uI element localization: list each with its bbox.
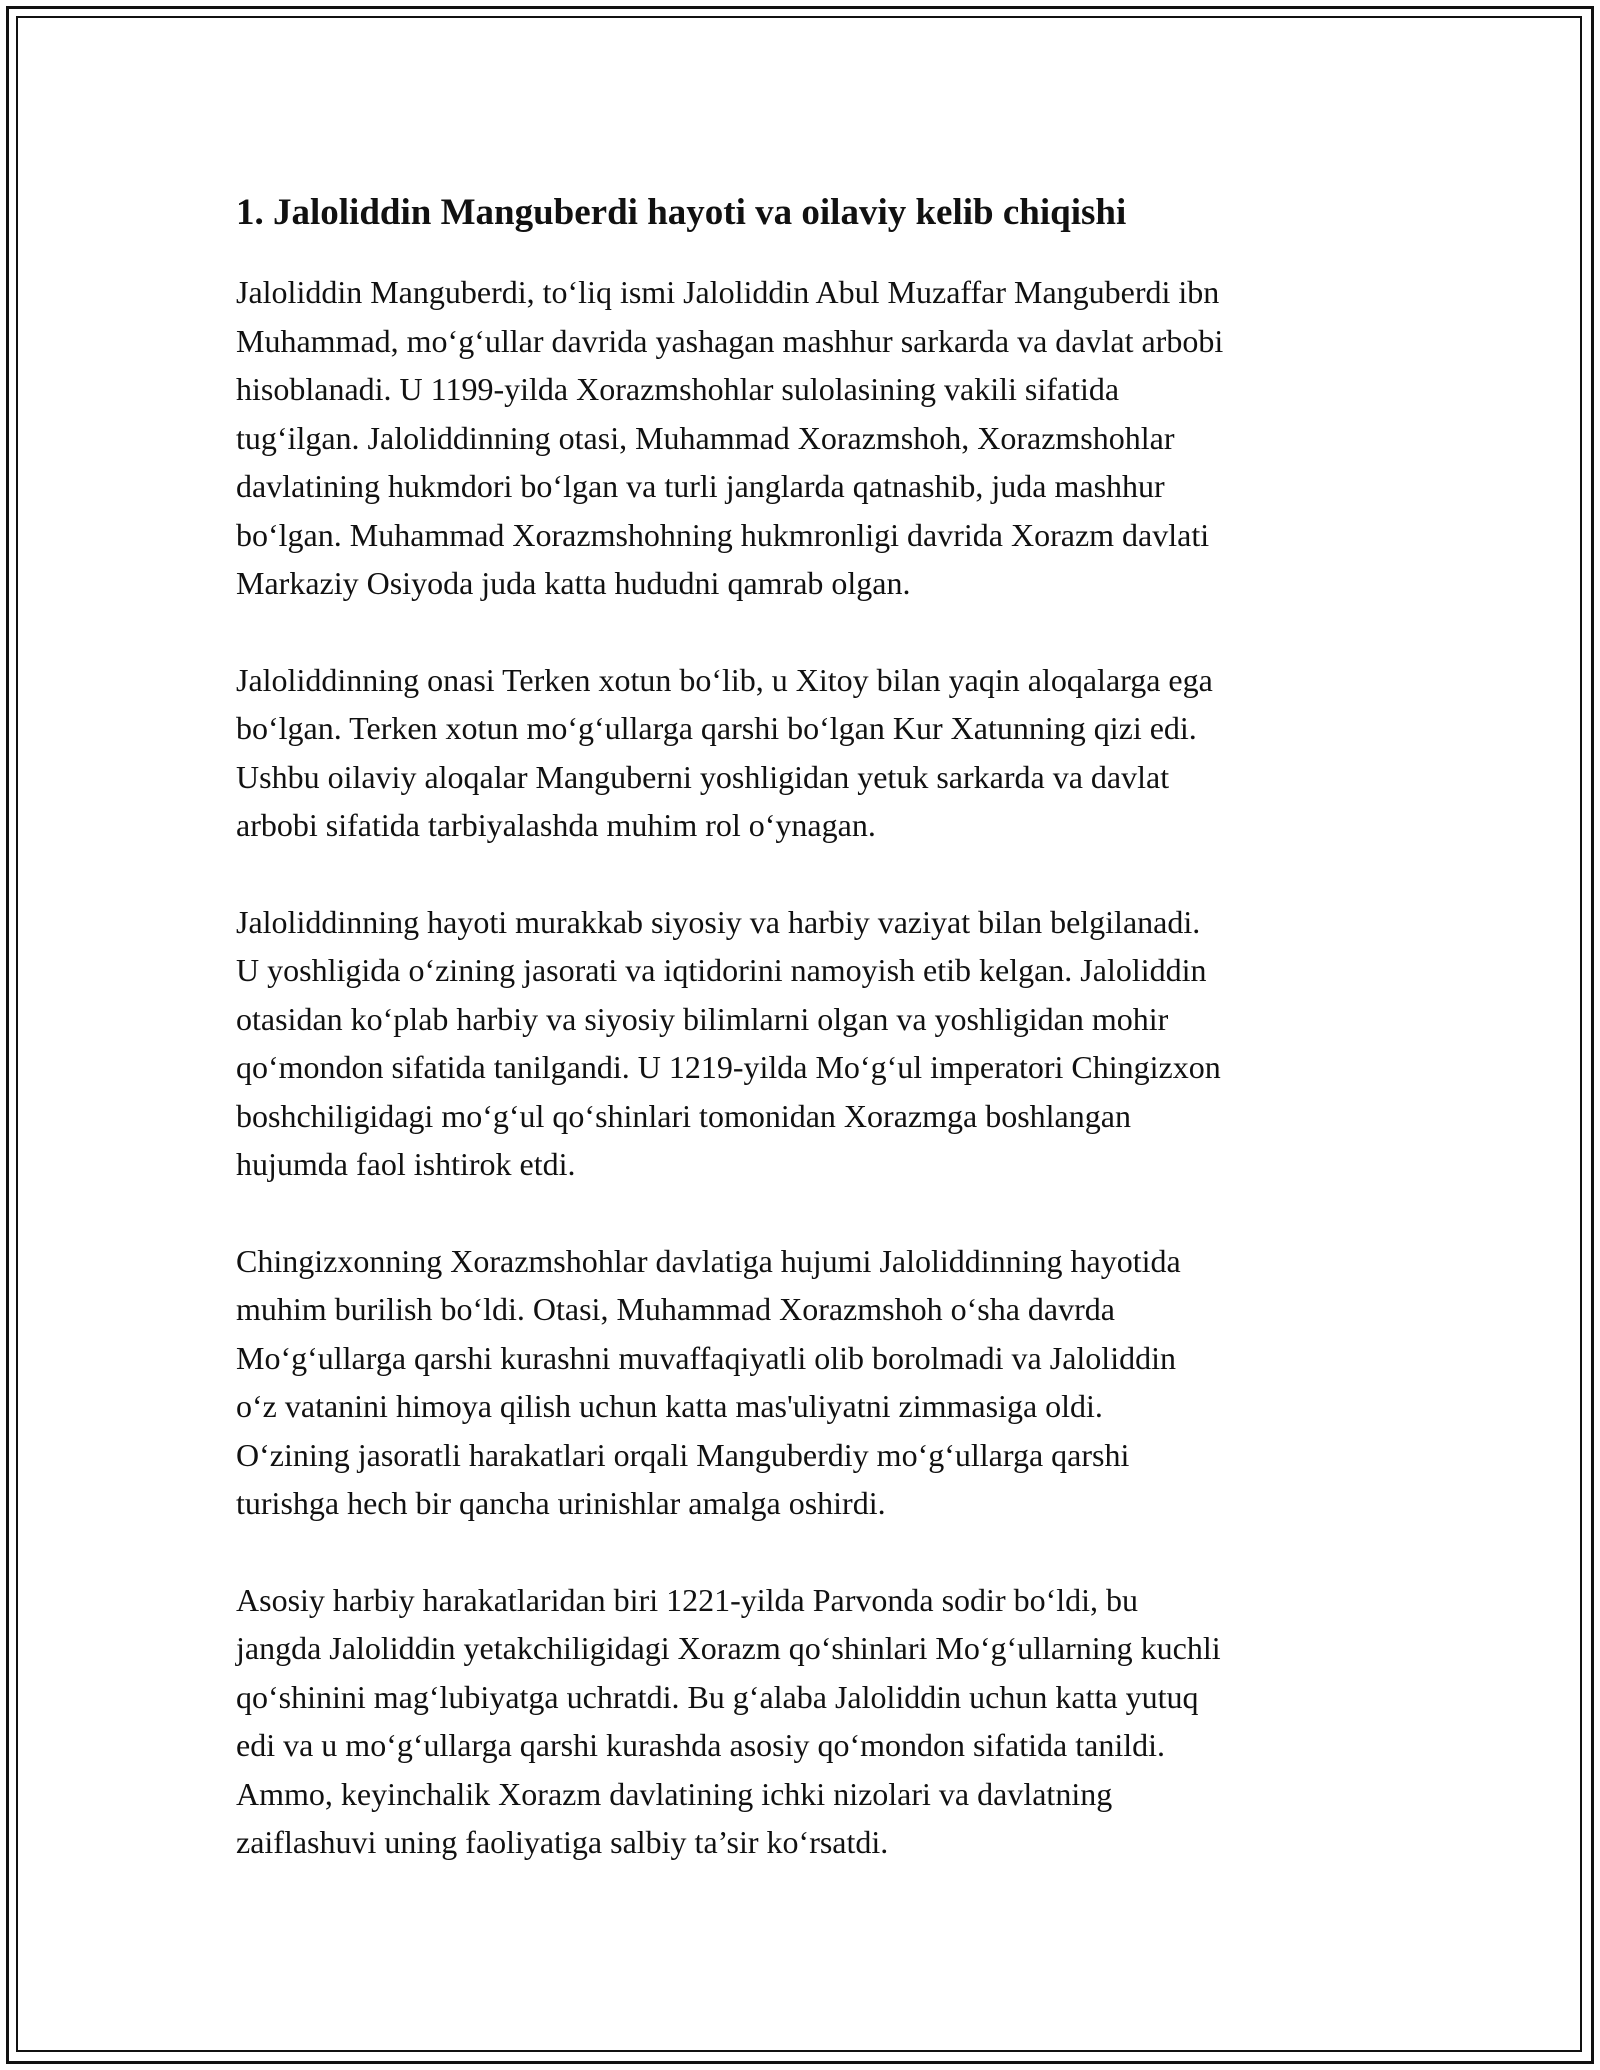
paragraph-3 [236, 898, 1376, 1189]
text-line: Ushbu oilaviy aloqalar Manguberni yoshligidan yetuk sarkarda va davlat [236, 758, 1170, 795]
text-line: arbobi sifatida tarbiyalashda muhim rol o‘ynagan. [236, 807, 876, 843]
text-line: Mo‘g‘ullarga qarshi kurashni muvaffaqiyatli olib borolmadi va Jaloliddin [236, 1339, 1176, 1376]
text-line: turishga hech bir qancha urinishlar amalga oshirdi. [236, 1485, 886, 1521]
text-line: o‘z vatanini himoya qilish uchun katta mas'uliyatni zimmasiga oldi. [236, 1388, 1103, 1424]
paragraph-4 [236, 1237, 1376, 1528]
text-line: bo‘lgan. Muhammad Xorazmshohning hukmronligi davrida Xorazm davlati [236, 516, 1210, 553]
text-line: hujumda faol ishtirok etdi. [236, 1146, 576, 1182]
text-line: Jaloliddin Manguberdi, to‘liq ismi Jaloliddin Abul Muzaffar Manguberdi ibn [236, 274, 1220, 310]
text-line: davlatining hukmdori bo‘lgan va turli janglarda qatnashib, juda mashhur [236, 468, 1165, 504]
text-line: bo‘lgan. Terken xotun mo‘g‘ullarga qarshi bo‘lgan Kur Xatunning qizi edi. [236, 710, 1197, 746]
text-line: tug‘ilgan. Jaloliddinning otasi, Muhammad Xorazmshoh, Xorazmshohlar [236, 419, 1175, 456]
paragraph-2 [236, 656, 1376, 850]
text-line: Markaziy Osiyoda juda katta hududni qamrab olgan. [236, 565, 911, 601]
text-line: zaiflashuvi uning faoliyatiga salbiy ta’sir ko‘rsatdi. [236, 1824, 889, 1860]
text-line: Ammo, keyinchalik Xorazm davlatining ichki nizolari va davlatning [236, 1775, 1113, 1812]
paragraph-5 [236, 1576, 1376, 1867]
text-line: U yoshligida o‘zining jasorati va iqtidorini namoyish etib kelgan. Jaloliddin [236, 952, 1207, 988]
text-line: O‘zining jasoratli harakatlari orqali Manguberdiy mo‘g‘ullarga qarshi [236, 1436, 1130, 1473]
text-line: qo‘mondon sifatida tanilgandi. U 1219-yilda Mo‘g‘ul imperatori Chingizxon [236, 1049, 1221, 1085]
text-line: Chingizxonning Xorazmshohlar davlatiga hujumi Jaloliddinning hayotida [236, 1242, 1181, 1279]
text-line: edi va u mo‘g‘ullarga qarshi kurashda asosiy qo‘mondon sifatida tanildi. [236, 1727, 1165, 1763]
text-line: Jaloliddinning onasi Terken xotun bo‘lib, u Xitoy bilan yaqin aloqalarga ega [236, 661, 1213, 698]
text-line: muhim burilish bo‘ldi. Otasi, Muhammad Xorazmshoh o‘sha davrda [236, 1291, 1115, 1327]
text-line: boshchiligidagi mo‘g‘ul qo‘shinlari tomonidan Xorazmga boshlangan [236, 1097, 1131, 1134]
document-body [236, 184, 1376, 1915]
text-line: Jaloliddinning hayoti murakkab siyosiy va harbiy vaziyat bilan belgilanadi. [236, 903, 1201, 940]
text-line: Asosiy harbiy harakatlaridan biri 1221-yilda Parvonda sodir bo‘ldi, bu [236, 1581, 1139, 1618]
text-line: qo‘shinini mag‘lubiyatga uchratdi. Bu g‘alaba Jaloliddin uchun katta yutuq [236, 1678, 1199, 1715]
text-line: hisoblanadi. U 1199-yilda Xorazmshohlar sulolasining vakili sifatida [236, 371, 1120, 407]
text-line: Muhammad, mo‘g‘ullar davrida yashagan mashhur sarkarda va davlat arbobi [236, 322, 1224, 359]
paragraph-1 [236, 268, 1376, 608]
section-heading: 1. Jaloliddin Manguberdi hayoti va oilaviy kelib chiqishi [236, 192, 1127, 233]
text-line: otasidan ko‘plab harbiy va siyosiy bilimlarni olgan va yoshligidan mohir [236, 1000, 1169, 1037]
text-line: jangda Jaloliddin yetakchiligidagi Xorazm qo‘shinlari Mo‘g‘ullarning kuchli [236, 1630, 1221, 1666]
